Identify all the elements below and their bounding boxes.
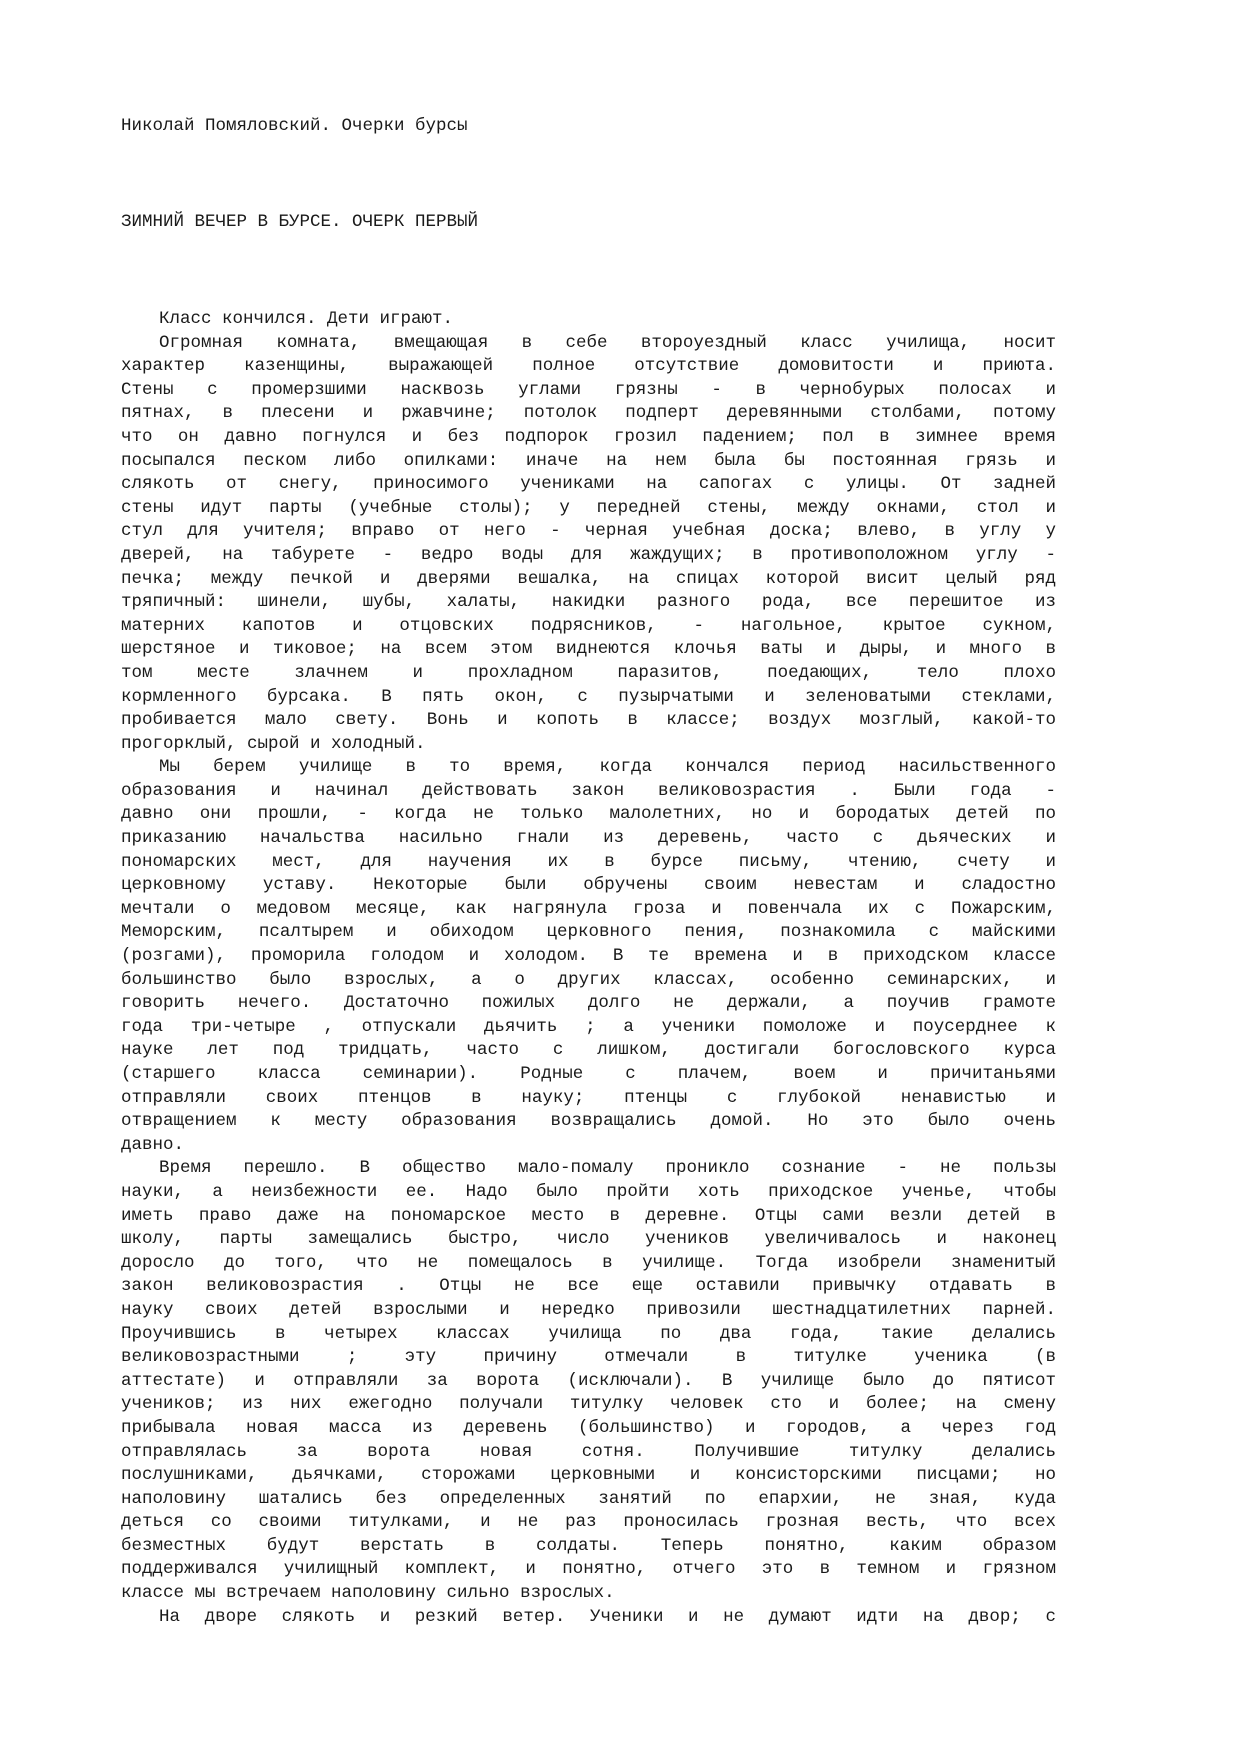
text-line: отправляли своих птенцов в науку; птенцы с глубокой ненавистью и (121, 1087, 1056, 1108)
text-line: науке лет под тридцать, часто с лишком, достигали богословского курса (121, 1040, 1056, 1061)
text-line: (розгами), проморила голодом и холодом. В те времена и в приходском классе (121, 946, 1056, 967)
text-line: Класс кончился. Дети играют. (159, 309, 454, 329)
text-line: большинство было взрослых, а о других классах, особенно семинарских, и (121, 969, 1056, 990)
text-line: слякоть от снегу, приносимого учениками на сапогах с улицы. От задней (121, 474, 1056, 495)
text-line: матерних капотов и отцовских подрясников, - нагольное, крытое сукном, (121, 615, 1056, 636)
text-line: закон великовозрастия . Отцы не все еще оставили привычку отдавать в (121, 1276, 1056, 1297)
text-line: том месте злачнем и прохладном паразитов, поедающих, тело плохо (121, 662, 1056, 683)
text-line: пономарских мест, для научения их в бурсе письму, чтению, счету и (121, 851, 1056, 872)
body-text (121, 308, 1056, 1629)
text-line: давно. (121, 1134, 185, 1155)
text-line: Огромная комната, вмещающая в себе второуездный класс училища, носит (159, 332, 1056, 353)
text-line: наполовину шатались без определенных занятий по епархии, не зная, куда (121, 1488, 1056, 1509)
text-line: аттестате) и отправляли за ворота (исключали). В училище было до пятисот (121, 1370, 1056, 1391)
text-line: школу, парты замещались быстро, число учеников увеличивалось и наконец (121, 1229, 1056, 1250)
text-line: отвращением к месту образования возвращались домой. Но это было очень (121, 1111, 1056, 1132)
text-line: образования и начинал действовать закон великовозрастия . Были года - (121, 780, 1056, 801)
text-line: давно они прошли, - когда не только малолетних, но и бородатых детей по (121, 804, 1056, 825)
text-line: посыпался песком либо опилками: иначе на нем была бы постоянная грязь и (121, 450, 1056, 471)
text-line: деться со своими титулками, и не раз проносилась грозная весть, что всех (121, 1512, 1056, 1533)
text-line: Время перешло. В общество мало-помалу проникло сознание - не пользы (159, 1158, 1056, 1179)
text-line: учеников; из них ежегодно получали титулку человек сто и более; на смену (121, 1394, 1056, 1415)
text-line: что он давно погнулся и без подпорок грозил падением; пол в зимнее время (121, 426, 1056, 447)
text-line: Проучившись в четырех классах училища по два года, такие делались (121, 1323, 1056, 1344)
text-line: науки, а неизбежности ее. Надо было пройти хоть приходское ученье, чтобы (121, 1181, 1056, 1202)
text-line: приказанию начальства насильно гнали из деревень, часто с дьяческих и (121, 828, 1056, 849)
text-line: говорить нечего. Достаточно пожилых долго не держали, а поучив грамоте (121, 993, 1056, 1014)
text-line: характер казенщины, выражающей полное отсутствие домовитости и приюта. (121, 356, 1056, 377)
text-line: дверей, на табурете - ведро воды для жаждущих; в противоположном углу - (121, 544, 1056, 565)
text-line: тряпичный: шинели, шубы, халаты, накидки разного рода, все перешитое из (121, 592, 1056, 613)
text-line: года три-четыре , отпускали дьячить ; а ученики помоложе и поусерднее к (121, 1016, 1056, 1037)
text-line: пятнах, в плесени и ржавчине; потолок подперт деревянными столбами, потому (121, 403, 1056, 424)
text-line: науку своих детей взрослыми и нередко привозили шестнадцатилетних парней. (121, 1299, 1056, 1320)
text-line: На дворе слякоть и резкий ветер. Ученики и не думают идти на двор; с (159, 1606, 1056, 1627)
text-line: прогорклый, сырой и холодный. (121, 733, 426, 754)
text-line: стул для учителя; вправо от него - черная учебная доска; влево, в углу у (121, 521, 1056, 542)
text-line: печка; между печкой и дверями вешалка, на спицах которой висит целый ряд (121, 568, 1056, 589)
text-line: пробивается мало свету. Вонь и копоть в классе; воздух мозглый, какой-то (121, 710, 1056, 731)
text-line: иметь право даже на пономарское место в деревне. Отцы сами везли детей в (121, 1205, 1056, 1226)
text-line: классе мы встречаем наполовину сильно взрослых. (121, 1583, 615, 1604)
text-line: шерстяное и тиковое; на всем этом виднеются клочья ваты и дыры, и много в (121, 639, 1056, 660)
chapter-title: ЗИМНИЙ ВЕЧЕР В БУРСЕ. ОЧЕРК ПЕРВЫЙ (121, 212, 479, 232)
text-line: отправлялась за ворота новая сотня. Получившие титулку делались (121, 1441, 1056, 1462)
text-line: мечтали о медовом месяце, как нагрянула гроза и повенчала их с Пожарским, (121, 898, 1056, 919)
text-line: Мы берем училище в то время, когда кончался период насильственного (159, 757, 1056, 778)
text-line: Меморским, псалтырем и обиходом церковного пения, познакомила с майскими (121, 922, 1056, 943)
text-line: кормленного бурсака. В пять окон, с пузырчатыми и зеленоватыми стеклами, (121, 686, 1056, 707)
text-line: прибывала новая масса из деревень (большинство) и городов, а через год (121, 1417, 1056, 1438)
text-line: безместных будут верстать в солдаты. Теперь понятно, каким образом (121, 1535, 1056, 1556)
author-title: Николай Помяловский. Очерки бурсы (121, 116, 468, 136)
text-line: послушниками, дьячками, сторожами церковными и консисторскими писцами; но (121, 1465, 1056, 1486)
text-line: Стены с промерзшими насквозь углами грязны - в чернобурых полосах и (121, 379, 1056, 400)
text-line: стены идут парты (учебные столы); у передней стены, между окнами, стол и (121, 497, 1056, 518)
text-line: поддерживался училищный комплект, и понятно, отчего это в темном и грязном (121, 1559, 1056, 1580)
text-line: церковному уставу. Некоторые были обручены своим невестам и сладостно (121, 875, 1056, 896)
text-line: доросло до того, что не помещалось в училище. Тогда изобрели знаменитый (121, 1252, 1056, 1273)
text-line: великовозрастными ; эту причину отмечали в титулке ученика (в (121, 1347, 1056, 1368)
text-line: (старшего класса семинарии). Родные с плачем, воем и причитаньями (121, 1064, 1056, 1084)
